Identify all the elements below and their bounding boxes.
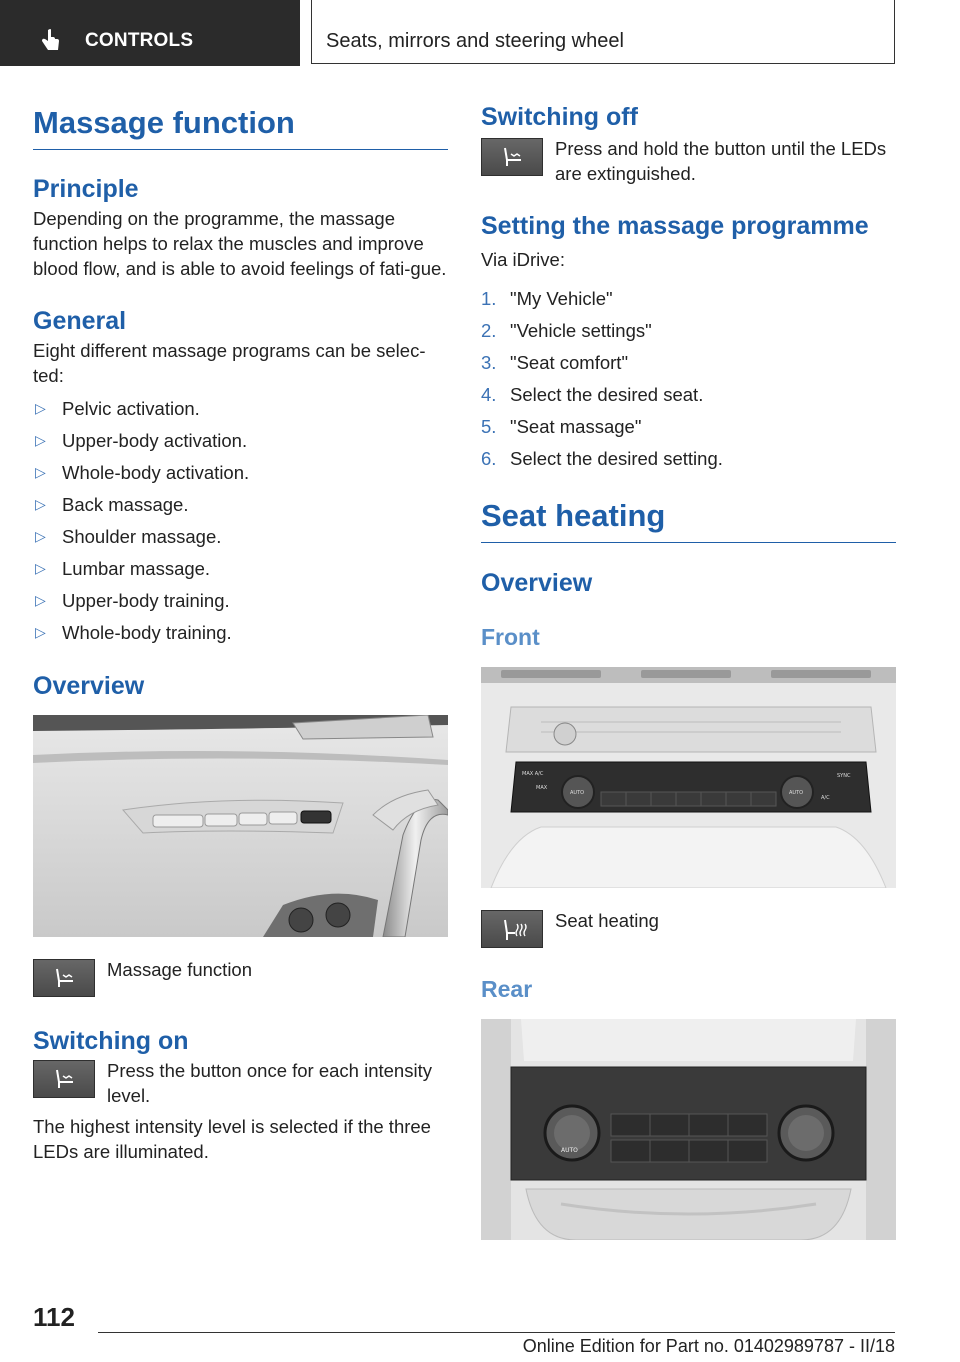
principle-heading: Principle (33, 175, 139, 203)
list-item: 3. "Seat comfort" (481, 352, 629, 373)
front-heading: Front (481, 624, 540, 650)
panel-label: SYNC (837, 773, 851, 779)
list-item: ▷ Whole-body training. (35, 622, 232, 643)
seat-heating-icon (481, 910, 543, 948)
triangle-bullet-icon: ▷ (35, 624, 46, 640)
triangle-bullet-icon: ▷ (35, 432, 46, 448)
switching-off-heading: Switching off (481, 103, 638, 131)
setting-programme-heading: Setting the massage programme (481, 212, 869, 240)
massage-seat-icon (33, 959, 95, 997)
overview-heading: Overview (33, 672, 145, 700)
chapter-title: Seats, mirrors and steering wheel (326, 30, 624, 52)
triangle-bullet-icon: ▷ (35, 496, 46, 512)
highest-level-text: The highest intensity level is selected if the three LEDs are illuminated. (33, 1116, 431, 1162)
list-item: ▷ Shoulder massage. (35, 526, 222, 547)
list-item: ▷ Back massage. (35, 494, 189, 515)
rear-heading: Rear (481, 976, 533, 1002)
panel-label: A/C (821, 795, 830, 801)
massage-function-title: Massage function (33, 105, 448, 150)
general-heading: General (33, 307, 127, 335)
triangle-bullet-icon: ▷ (35, 592, 46, 608)
list-item: ▷ Upper-body training. (35, 590, 230, 611)
program-list (33, 396, 448, 652)
idrive-steps (481, 286, 896, 478)
list-item: 4. Select the desired seat. (481, 384, 704, 405)
panel-label: AUTO (789, 790, 804, 796)
edition-text: Online Edition for Part no. 01402989787 - II/18 (522, 1336, 895, 1356)
seat-heating-legend (481, 908, 896, 948)
overview-heading: Overview (481, 569, 593, 597)
chapter-tab (311, 0, 895, 64)
via-idrive-text: Via iDrive: (481, 249, 565, 270)
massage-button-legend (33, 957, 448, 997)
section-label: CONTROLS (85, 30, 194, 51)
list-item: 1. "My Vehicle" (481, 288, 613, 309)
list-item: 2. "Vehicle settings" (481, 320, 652, 341)
seat-heating-title: Seat heating (481, 498, 896, 543)
list-item: ▷ Lumbar massage. (35, 558, 211, 579)
page-number: 112 (33, 1302, 75, 1332)
right-column (481, 95, 896, 1240)
list-item: ▷ Pelvic activation. (35, 398, 200, 419)
list-item: ▷ Upper-body activation. (35, 430, 248, 451)
list-item: ▷ Whole-body activation. (35, 462, 250, 483)
footer-rule (98, 1332, 895, 1333)
massage-seat-icon (33, 1060, 95, 1098)
list-item: 6. Select the desired setting. (481, 448, 723, 469)
front-climate-panel-photo (481, 667, 896, 888)
switching-on-row (33, 1058, 448, 1108)
rear-climate-panel-photo (481, 1019, 896, 1240)
hand-pointer-icon (40, 29, 62, 53)
massage-seat-icon (481, 138, 543, 176)
switching-off-row (481, 136, 896, 186)
principle-text: Depending on the programme, the massage function helps to relax the muscles and improve blood flow, and is able to avoid feelings of fati‐gue. (33, 208, 447, 279)
list-item: 5. "Seat massage" (481, 416, 642, 437)
panel-label: MAX (536, 785, 548, 791)
seat-heating-label: Seat heating (555, 910, 659, 931)
panel-label: AUTO (570, 790, 585, 796)
panel-label: AUTO (561, 1147, 578, 1154)
triangle-bullet-icon: ▷ (35, 528, 46, 544)
switching-off-text: Press and hold the button until the LEDs are extinguished. (555, 138, 887, 184)
triangle-bullet-icon: ▷ (35, 400, 46, 416)
switching-on-text: Press the button once for each intensity level. (107, 1060, 432, 1106)
switching-on-heading: Switching on (33, 1027, 189, 1055)
triangle-bullet-icon: ▷ (35, 464, 46, 480)
triangle-bullet-icon: ▷ (35, 560, 46, 576)
door-panel-photo (33, 715, 448, 937)
left-column (33, 95, 448, 1164)
page-header (0, 0, 960, 66)
panel-label: MAX A/C (522, 771, 544, 777)
general-text: Eight different massage programs can be selec‐ted: (33, 340, 426, 386)
section-tab (0, 0, 300, 66)
massage-function-label: Massage function (107, 959, 253, 980)
